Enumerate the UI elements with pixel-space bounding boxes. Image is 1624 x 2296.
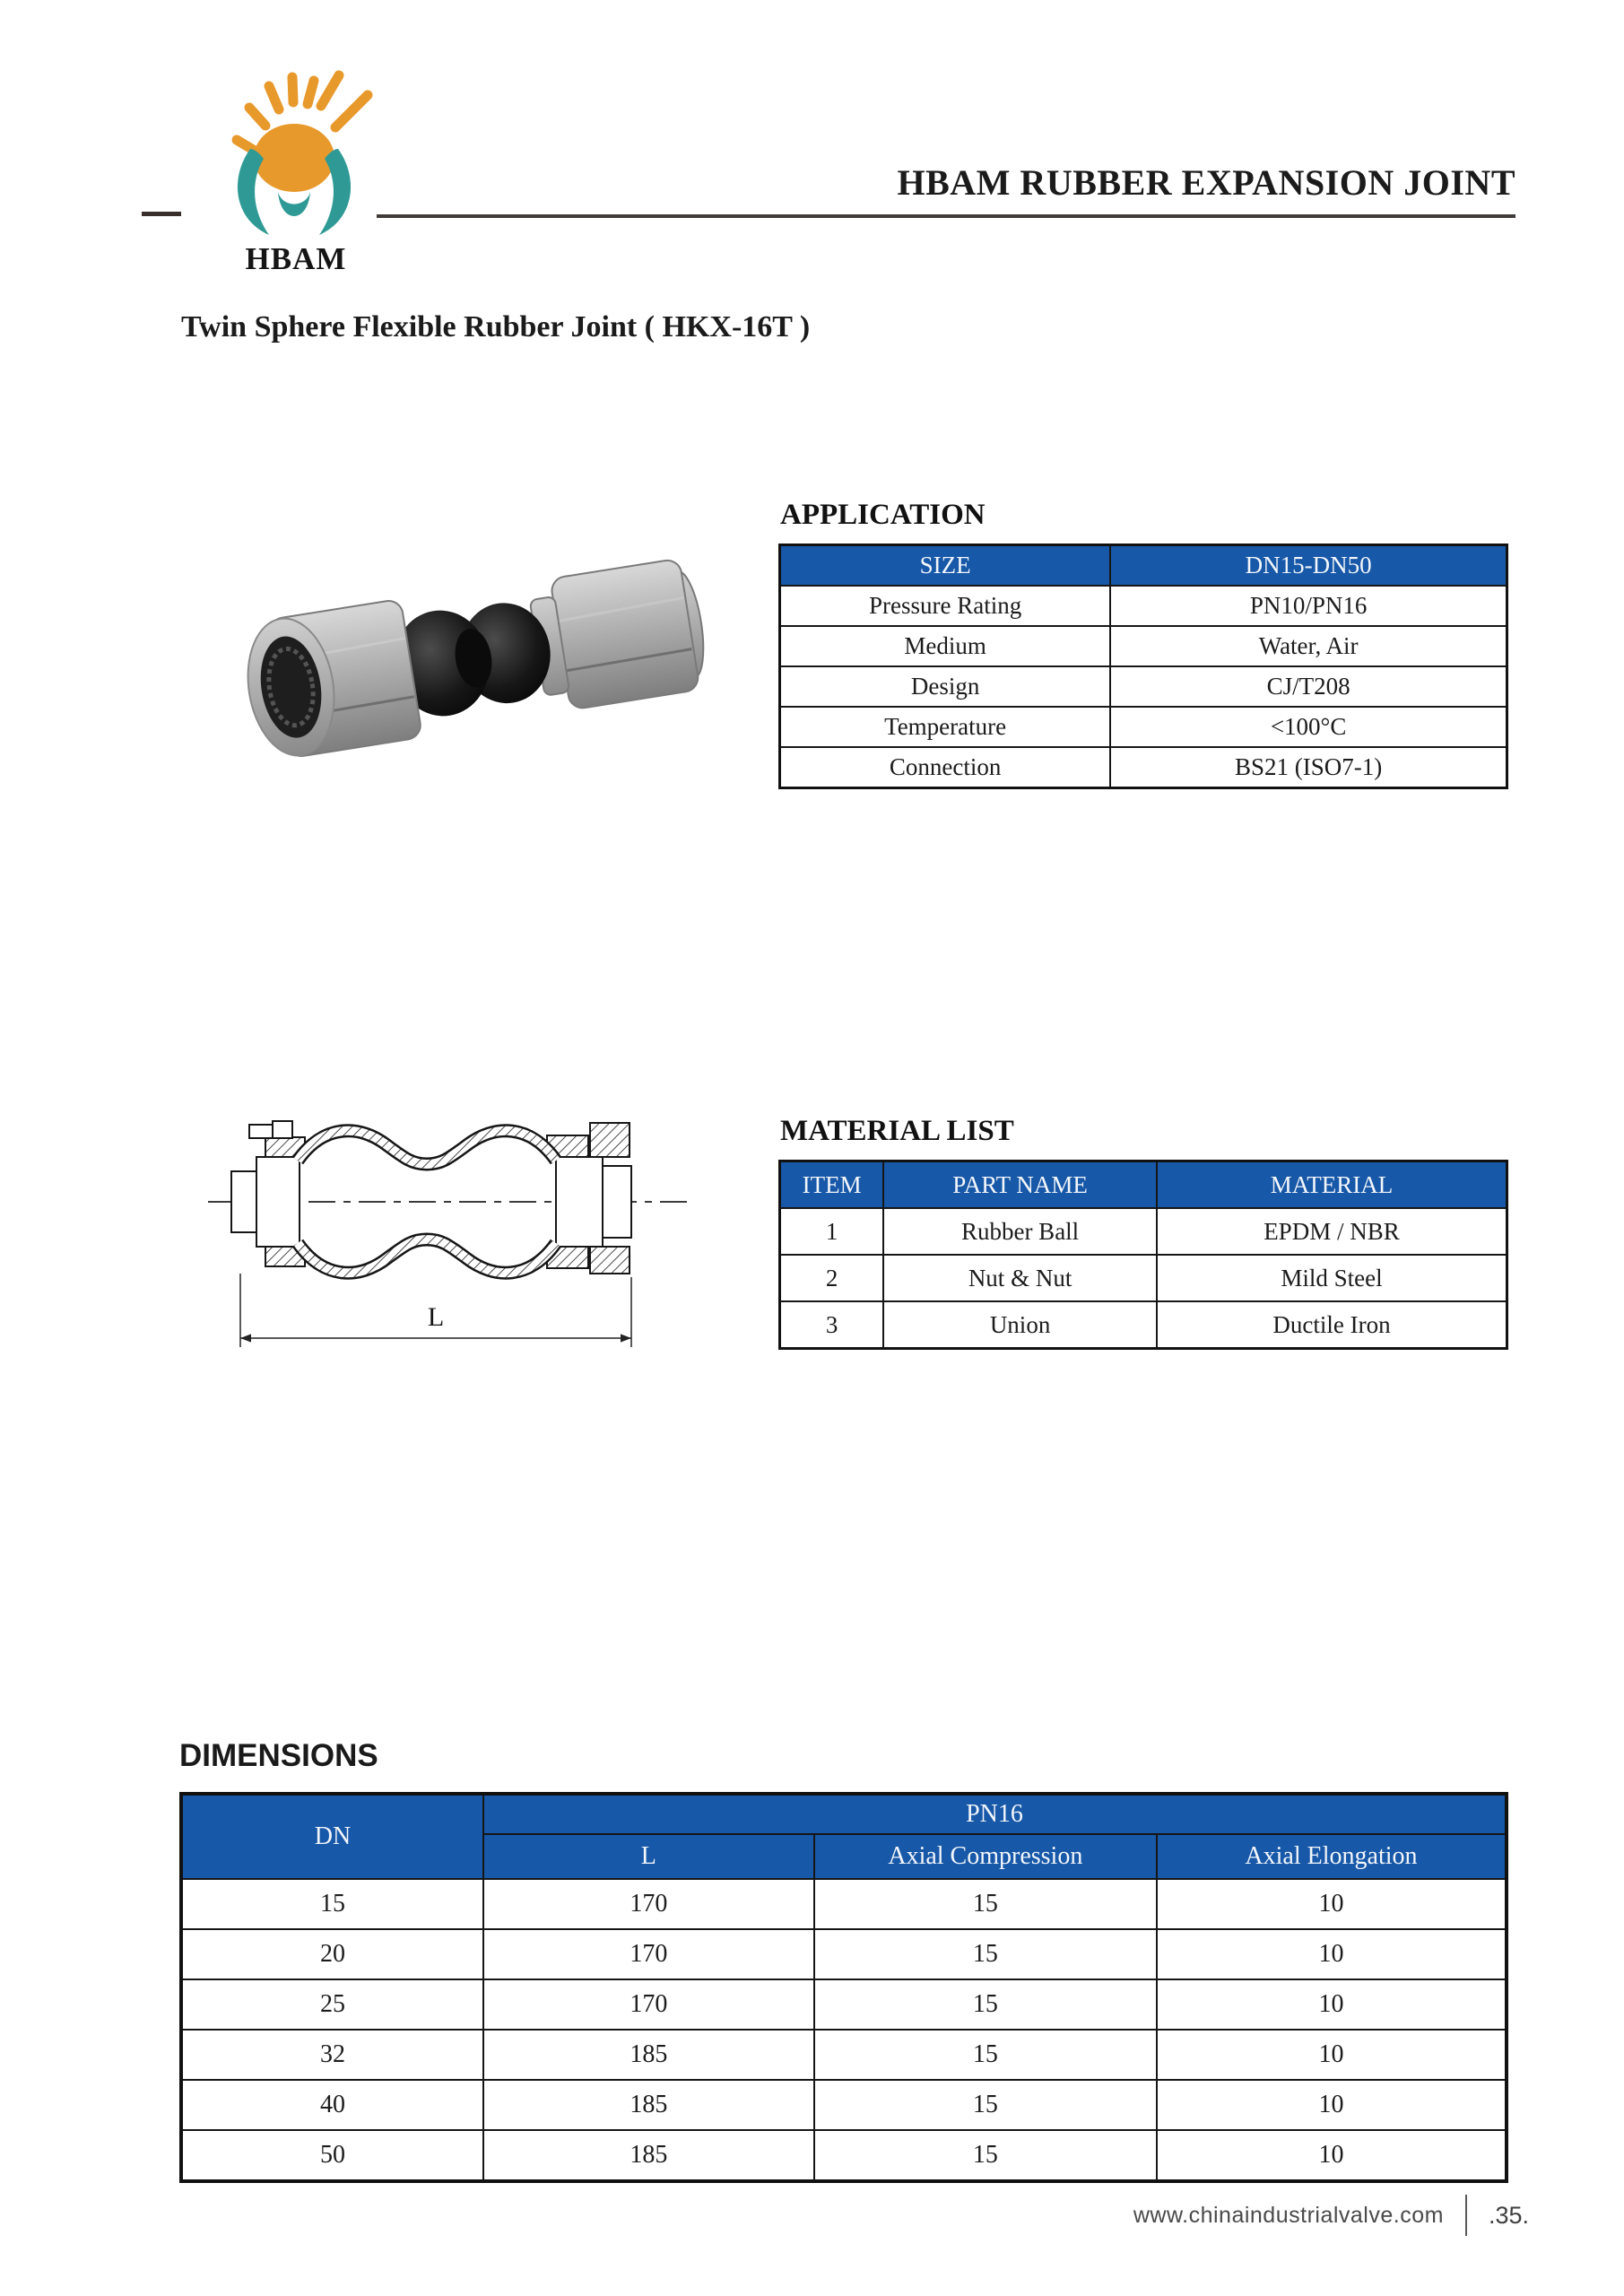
cell-value: Water, Air — [1110, 626, 1507, 666]
cell-axial-compression: 15 — [814, 2130, 1157, 2181]
cell-axial-compression: 15 — [814, 2030, 1157, 2080]
cell-label: Medium — [780, 626, 1111, 666]
cell-axial-elongation: 10 — [1157, 2080, 1507, 2130]
table-row — [780, 1208, 1507, 1255]
table-row — [780, 626, 1507, 666]
footer-separator — [1465, 2195, 1467, 2236]
cell-value: <100°C — [1110, 707, 1507, 747]
cell-axial-compression: 15 — [814, 1979, 1157, 2030]
cell-value: BS21 (ISO7-1) — [1110, 747, 1507, 788]
table-row — [780, 586, 1507, 626]
dimension-label: L — [427, 1302, 445, 1332]
table-row — [181, 2080, 1507, 2130]
cell-axial-compression: 15 — [814, 1879, 1157, 1929]
header-rule — [377, 214, 1515, 218]
company-logo — [199, 50, 393, 277]
left-union — [231, 1121, 305, 1266]
cell-part-name: Rubber Ball — [883, 1208, 1157, 1255]
application-table — [778, 544, 1508, 789]
technical-drawing — [204, 1101, 696, 1378]
cell-label: Temperature — [780, 707, 1111, 747]
table-row — [181, 1929, 1507, 1979]
table-header-row — [181, 1794, 1507, 1834]
cell-l: 170 — [483, 1979, 814, 2030]
cell-part-name: Nut & Nut — [883, 1255, 1157, 1301]
bellows-top — [298, 1131, 556, 1164]
application-heading: APPLICATION — [780, 499, 986, 531]
cell-axial-elongation: 10 — [1157, 1929, 1507, 1979]
cell-axial-elongation: 10 — [1157, 1979, 1507, 2030]
product-photo — [204, 518, 741, 798]
cell-material: Ductile Iron — [1157, 1301, 1507, 1349]
page-title: Twin Sphere Flexible Rubber Joint ( HKX-16T ) — [181, 310, 811, 344]
dimensions-table — [179, 1792, 1508, 2183]
table-row — [780, 1255, 1507, 1301]
cell-axial-compression: 15 — [814, 2080, 1157, 2130]
cell-value: PN10/PN16 — [1110, 586, 1507, 626]
cell-item: 2 — [780, 1255, 884, 1301]
left-union-nut — [239, 599, 422, 763]
cell-dn: 50 — [181, 2130, 483, 2181]
page-number: .35. — [1488, 2201, 1529, 2229]
column-group-pn16: PN16 — [483, 1794, 1507, 1834]
column-header: MATERIAL — [1157, 1161, 1507, 1209]
cell-l: 170 — [483, 1929, 814, 1979]
website-link[interactable]: www.chinaindustrialvalve.com — [1133, 2202, 1444, 2228]
table-row — [780, 707, 1507, 747]
column-header: PART NAME — [883, 1161, 1157, 1209]
cell-label: Design — [780, 666, 1111, 707]
material-list-table — [778, 1160, 1508, 1350]
table-row — [181, 1979, 1507, 2030]
table-row — [181, 2030, 1507, 2080]
dimensions-section — [179, 1738, 1508, 2183]
cell-label: SIZE — [780, 545, 1111, 587]
right-union-nut — [527, 557, 712, 714]
margin-dash — [142, 212, 181, 216]
material-list-section — [778, 1115, 1508, 1350]
table-row — [780, 1301, 1507, 1349]
cell-dn: 20 — [181, 1929, 483, 1979]
cell-axial-elongation: 10 — [1157, 2030, 1507, 2080]
cell-dn: 25 — [181, 1979, 483, 2030]
column-header: Axial Elongation — [1157, 1834, 1507, 1879]
table-row — [181, 2130, 1507, 2181]
cell-dn: 40 — [181, 2080, 483, 2130]
table-row — [780, 545, 1507, 587]
cell-l: 185 — [483, 2130, 814, 2181]
cell-dn: 15 — [181, 1879, 483, 1929]
cell-dn: 32 — [181, 2030, 483, 2080]
cell-label: Connection — [780, 747, 1111, 788]
cell-material: Mild Steel — [1157, 1255, 1507, 1301]
cell-axial-elongation: 10 — [1157, 1879, 1507, 1929]
cell-item: 3 — [780, 1301, 884, 1349]
column-header: Axial Compression — [814, 1834, 1157, 1879]
document-header-title: HBAM RUBBER EXPANSION JOINT — [897, 162, 1515, 203]
cell-value: DN15-DN50 — [1110, 545, 1507, 587]
brand-name: HBAM — [245, 241, 347, 276]
cell-label: Pressure Rating — [780, 586, 1111, 626]
table-row — [780, 747, 1507, 788]
column-header-dn: DN — [181, 1794, 483, 1879]
cell-l: 170 — [483, 1879, 814, 1929]
cell-l: 185 — [483, 2080, 814, 2130]
table-row — [181, 1879, 1507, 1929]
cell-material: EPDM / NBR — [1157, 1208, 1507, 1255]
right-union — [547, 1123, 631, 1274]
column-header: ITEM — [780, 1161, 884, 1209]
cell-part-name: Union — [883, 1301, 1157, 1349]
bellows-bottom — [298, 1239, 556, 1273]
sun — [254, 124, 334, 192]
cell-value: CJ/T208 — [1110, 666, 1507, 707]
column-header: L — [483, 1834, 814, 1879]
cell-item: 1 — [780, 1208, 884, 1255]
table-header-row — [780, 1161, 1507, 1209]
cell-axial-elongation: 10 — [1157, 2130, 1507, 2181]
page-footer — [1133, 2194, 1529, 2237]
cell-axial-compression: 15 — [814, 1929, 1157, 1979]
table-row — [780, 666, 1507, 707]
application-section — [778, 499, 1508, 789]
hbam-logo-icon — [199, 50, 393, 240]
dimensions-heading: DIMENSIONS — [179, 1738, 378, 1773]
material-list-heading: MATERIAL LIST — [780, 1115, 1014, 1147]
cell-l: 185 — [483, 2030, 814, 2080]
